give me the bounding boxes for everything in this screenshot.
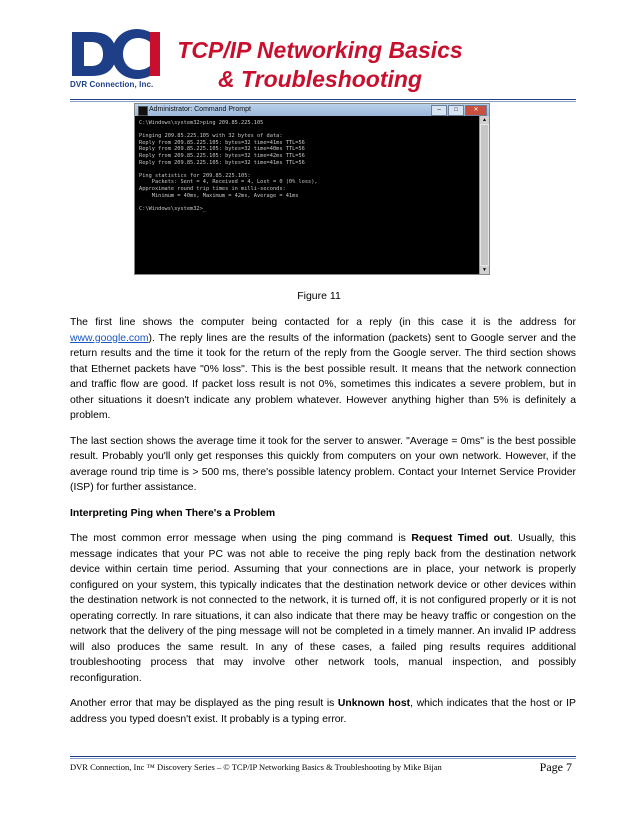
document-title: [160, 36, 480, 94]
console-line: Minimum = 40ms, Maximum = 42ms, Average = 41ms: [139, 192, 299, 199]
p3-text-a: The most common error message when using the ping command is: [70, 533, 412, 544]
close-icon: ✕: [465, 105, 487, 116]
footer-rule: [70, 756, 576, 757]
footer-rule-secondary: [70, 758, 576, 759]
p1-text-a: The first line shows the computer being contacted for a reply (in this case it is the address for: [70, 317, 576, 328]
paragraph-4: [70, 696, 576, 727]
console-line: Packets: Sent = 4, Received = 4, Lost = 0 (0% loss),: [139, 179, 318, 186]
header-rule: [70, 99, 576, 100]
scroll-thumb: [481, 125, 488, 265]
p3-text-b: . Usually, this message indicates that your PC was not able to receive the ping reply back from the destination network device within certain time period. Assuming that your connections are in place, your network is properly configured on your system, this typically indicates that the destination network device or other devices within the destination network is not connected to the network, it is turned off, it is not configured properly or it is not operating correctly. In rare situations, it can also indicate that there may be heavy traffic or congestion on the network that the delivery of the ping message will not be completed in a timely manner. An invalid IP address will also produces the same result. In any of these cases, a failed ping results requires additional troubleshooting process that may involve other network tools, manual inspection, and possibly reconfiguration.: [70, 533, 576, 684]
page-footer: [70, 762, 576, 772]
p3-bold: Request Timed out: [411, 533, 510, 544]
paragraph-1: [70, 315, 576, 424]
page-number: Page 7: [539, 760, 572, 774]
paragraph-2: The last section shows the average time it took for the server to answer. "Average = 0ms" is the best possible result. Probably you'll only get responses this quickly from computers on your own network. However, if the average round trip time is > 500 ms, there's possible latency problem. Contact your Internet Service Provider (ISP) for further assistance.: [70, 435, 576, 493]
logo-caption: DVR Connection, Inc.: [70, 80, 154, 89]
console-line: Approximate round trip times in milli-seconds:: [139, 185, 286, 192]
maximize-icon: □: [448, 105, 464, 116]
title-line-1: TCP/IP Networking Basics: [177, 37, 463, 63]
command-prompt-screenshot: [134, 103, 490, 275]
p4-text-a: Another error that may be displayed as the ping result is: [70, 698, 338, 709]
google-link[interactable]: www.google.com: [70, 332, 149, 344]
title-line-2: & Troubleshooting: [217, 66, 422, 92]
console-line: [139, 127, 473, 134]
console-line: Reply from 209.85.225.105: bytes=32 time=42ms TTL=56: [139, 152, 305, 159]
figure-caption: Figure 11: [297, 290, 341, 302]
console-line: [139, 199, 473, 206]
scroll-down-icon: ▼: [480, 266, 489, 274]
body-text: [70, 315, 576, 737]
section-heading: Interpreting Ping when There's a Problem: [70, 507, 276, 519]
p4-text-b: , which indicates that the host or IP address you typed doesn't exist. It probably is a typing error.: [70, 698, 576, 725]
header-rule-secondary: [70, 101, 576, 102]
console-output: [139, 120, 473, 212]
window-controls: [431, 105, 487, 116]
console-line: Reply from 209.85.225.105: bytes=32 time=41ms TTL=56: [139, 139, 305, 146]
window-titlebar: [135, 104, 489, 116]
minimize-icon: –: [431, 105, 447, 116]
cmd-icon: [138, 106, 148, 116]
console-line: C:\Windows\system32>ping 209.85.225.105: [139, 120, 264, 126]
console-line: C:\Windows\system32>_: [139, 205, 206, 212]
console-line: Pinging 209.85.225.105 with 32 bytes of data:: [139, 133, 283, 140]
p1-text-b: ). The reply lines are the results of the information (packets) sent to Google server and the return results and the time it took for the return of the reply from the Google server. The third section shows that Ethernet packets have "0% loss". This is the best possible result. It means that the network connection and traffic flow are good. If packet loss result is not 0%, sometimes this indicates a severe problem, but in other situations it doesn't indicate any problem whatever. However anything higher than 5% is definitely a problem.: [70, 332, 576, 421]
console-line: Reply from 209.85.225.105: bytes=32 time=41ms TTL=56: [139, 159, 305, 166]
footer-text: DVR Connection, Inc ™ Discovery Series – © TCP/IP Networking Basics & Troubleshooting by Mike Bijan: [70, 762, 442, 772]
paragraph-3: [70, 531, 576, 686]
window-title: Administrator: Command Prompt: [149, 106, 251, 113]
scroll-up-icon: ▲: [480, 116, 489, 124]
console-line: Ping statistics for 209.85.225.105:: [139, 172, 251, 179]
console-line: [139, 166, 473, 173]
console-line: Reply from 209.85.225.105: bytes=32 time=40ms TTL=56: [139, 146, 305, 153]
console-scrollbar: [479, 116, 489, 274]
p4-bold: Unknown host: [337, 698, 411, 709]
